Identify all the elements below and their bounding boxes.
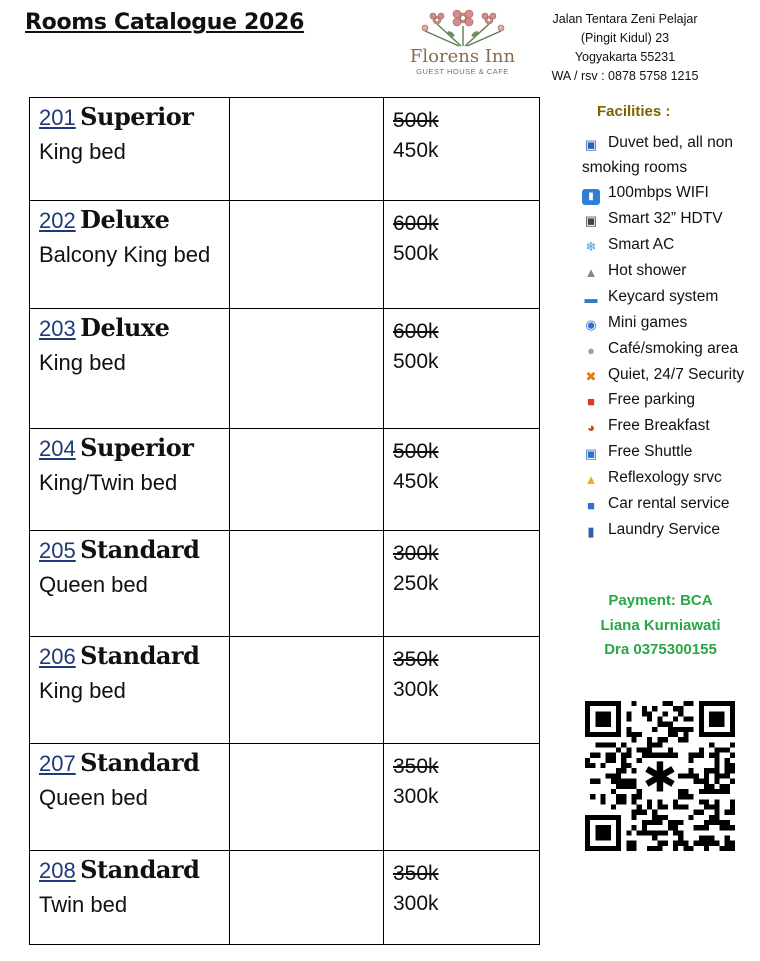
page-title: Rooms Catalogue 2026 (25, 10, 305, 35)
list-item (582, 206, 760, 232)
list-item (582, 413, 760, 439)
mute-icon: ✖ (585, 369, 597, 384)
room-name-cell (30, 201, 230, 309)
room-type: Standard (80, 641, 200, 670)
list-item (582, 517, 760, 543)
table-row (30, 429, 540, 531)
room-photo-cell (230, 98, 384, 201)
table-row (30, 531, 540, 637)
rooms-table (29, 97, 540, 945)
table-row (30, 851, 540, 945)
list-item (582, 387, 760, 413)
room-number: 206 (39, 644, 76, 669)
facility-label: Smart 32” HDTV (608, 210, 723, 227)
laundry-icon: ▮ (587, 524, 595, 539)
keycard-icon: ▬ (584, 291, 598, 306)
address-line: Yogyakarta 55231 (574, 50, 676, 64)
bus-icon: ▣ (584, 446, 598, 461)
room-number: 205 (39, 538, 76, 563)
list-item (582, 258, 760, 284)
old-price: 600k (393, 320, 439, 343)
snowflake-icon: ❄ (585, 239, 597, 254)
bed-type: Queen bed (39, 785, 148, 810)
car-icon: ■ (587, 498, 595, 513)
bed-type: Balcony King bed (39, 242, 211, 267)
list-item (582, 491, 760, 517)
room-photo-cell (230, 637, 384, 744)
room-name-cell (30, 531, 230, 637)
bed-icon: ▣ (584, 137, 598, 152)
facility-label: Reflexology srvc (608, 469, 722, 486)
room-type: Superior (80, 433, 194, 462)
payment-info (583, 589, 738, 663)
new-price: 300k (393, 785, 439, 808)
table-row (30, 201, 540, 309)
facility-label: Mini games (608, 314, 688, 331)
room-photo-cell (230, 429, 384, 531)
room-name-cell (30, 744, 230, 851)
payment-bank: Payment: BCA (608, 592, 713, 609)
contact-line: WA / rsv : 0878 5758 1215 (551, 69, 699, 83)
shower-icon: ▲ (584, 265, 598, 280)
price-cell (384, 201, 540, 309)
qr-code-icon (585, 701, 735, 851)
facility-label: Free Breakfast (608, 417, 710, 434)
new-price: 450k (393, 139, 439, 162)
room-type: Deluxe (80, 205, 170, 234)
bed-type: King bed (39, 350, 126, 375)
facility-label: Laundry Service (608, 521, 721, 538)
old-price: 350k (393, 862, 439, 885)
room-number: 201 (39, 105, 76, 130)
room-type: Standard (80, 855, 200, 884)
room-photo-cell (230, 851, 384, 945)
bed-type: King bed (39, 678, 126, 703)
room-type: Standard (80, 748, 200, 777)
room-type: Deluxe (80, 313, 170, 342)
new-price: 500k (393, 350, 439, 373)
room-name-cell (30, 309, 230, 429)
room-type: Standard (80, 535, 200, 564)
new-price: 300k (393, 678, 439, 701)
old-price: 500k (393, 440, 439, 463)
facility-label: Duvet bed, all non smoking rooms (582, 134, 733, 176)
room-number: 207 (39, 751, 76, 776)
room-name-cell (30, 429, 230, 531)
price-cell (384, 637, 540, 744)
room-photo-cell (230, 531, 384, 637)
globe-icon: ◉ (585, 317, 597, 332)
price-cell (384, 98, 540, 201)
facilities-list (582, 130, 760, 543)
bed-type: Twin bed (39, 892, 128, 917)
list-item (582, 130, 760, 180)
payment-account-name: Liana Kurniawati (600, 616, 721, 634)
facility-label: Free parking (608, 391, 696, 408)
list-item (582, 310, 760, 336)
payment-account-number: Dra 0375300155 (604, 641, 717, 658)
price-cell (384, 531, 540, 637)
room-number: 203 (39, 316, 76, 341)
truck-icon: ■ (587, 394, 595, 409)
new-price: 300k (393, 892, 439, 915)
facility-label: 100mbps WIFI (608, 184, 709, 201)
bed-type: Queen bed (39, 572, 148, 597)
room-name-cell (30, 637, 230, 744)
florens-inn-logo (395, 4, 530, 84)
foot-icon: ▲ (584, 472, 598, 487)
noodle-icon: ◕ (587, 420, 595, 435)
old-price: 300k (393, 542, 439, 565)
new-price: 250k (393, 572, 439, 595)
old-price: 500k (393, 109, 439, 132)
price-cell (384, 429, 540, 531)
logo-subtitle: GUEST HOUSE & CAFE (416, 67, 509, 76)
room-photo-cell (230, 309, 384, 429)
price-cell (384, 744, 540, 851)
room-number: 202 (39, 208, 76, 233)
room-number: 208 (39, 858, 76, 883)
room-number: 204 (39, 436, 76, 461)
table-row (30, 309, 540, 429)
plate-icon: ● (587, 343, 595, 358)
facility-label: Quiet, 24/7 Security (608, 366, 745, 383)
old-price: 350k (393, 648, 439, 671)
list-item (582, 362, 760, 387)
address-block (540, 10, 710, 86)
room-name-cell (30, 851, 230, 945)
table-row (30, 98, 540, 201)
address-line: (Pingit Kidul) 23 (580, 31, 670, 45)
facility-label: Car rental service (608, 495, 730, 512)
facilities-title: Facilities : (597, 103, 671, 120)
facility-label: Keycard system (608, 288, 719, 305)
room-photo-cell (230, 744, 384, 851)
list-item (582, 439, 760, 465)
list-item (582, 284, 760, 310)
address-line: Jalan Tentara Zeni Pelajar (552, 12, 698, 26)
room-name-cell (30, 98, 230, 201)
new-price: 500k (393, 242, 439, 265)
facility-label: Smart AC (608, 236, 675, 253)
list-item (582, 232, 760, 258)
price-cell (384, 309, 540, 429)
table-row (30, 744, 540, 851)
facility-label: Hot shower (608, 262, 687, 279)
new-price: 450k (393, 470, 439, 493)
flower-logo-icon (413, 4, 513, 48)
bed-type: King bed (39, 139, 126, 164)
list-item (582, 465, 760, 491)
room-photo-cell (230, 201, 384, 309)
tv-icon: ▣ (584, 213, 598, 228)
old-price: 350k (393, 755, 439, 778)
bed-type: King/Twin bed (39, 470, 178, 495)
facility-label: Free Shuttle (608, 443, 693, 460)
list-item (582, 180, 760, 206)
facility-label: Café/smoking area (608, 340, 739, 357)
svg-text:✱: ✱ (642, 753, 678, 802)
logo-name: Florens Inn (409, 46, 516, 67)
price-cell (384, 851, 540, 945)
old-price: 600k (393, 212, 439, 235)
signal-icon: ▮ (582, 189, 600, 205)
room-type: Superior (80, 102, 194, 131)
list-item (582, 336, 760, 362)
table-row (30, 637, 540, 744)
